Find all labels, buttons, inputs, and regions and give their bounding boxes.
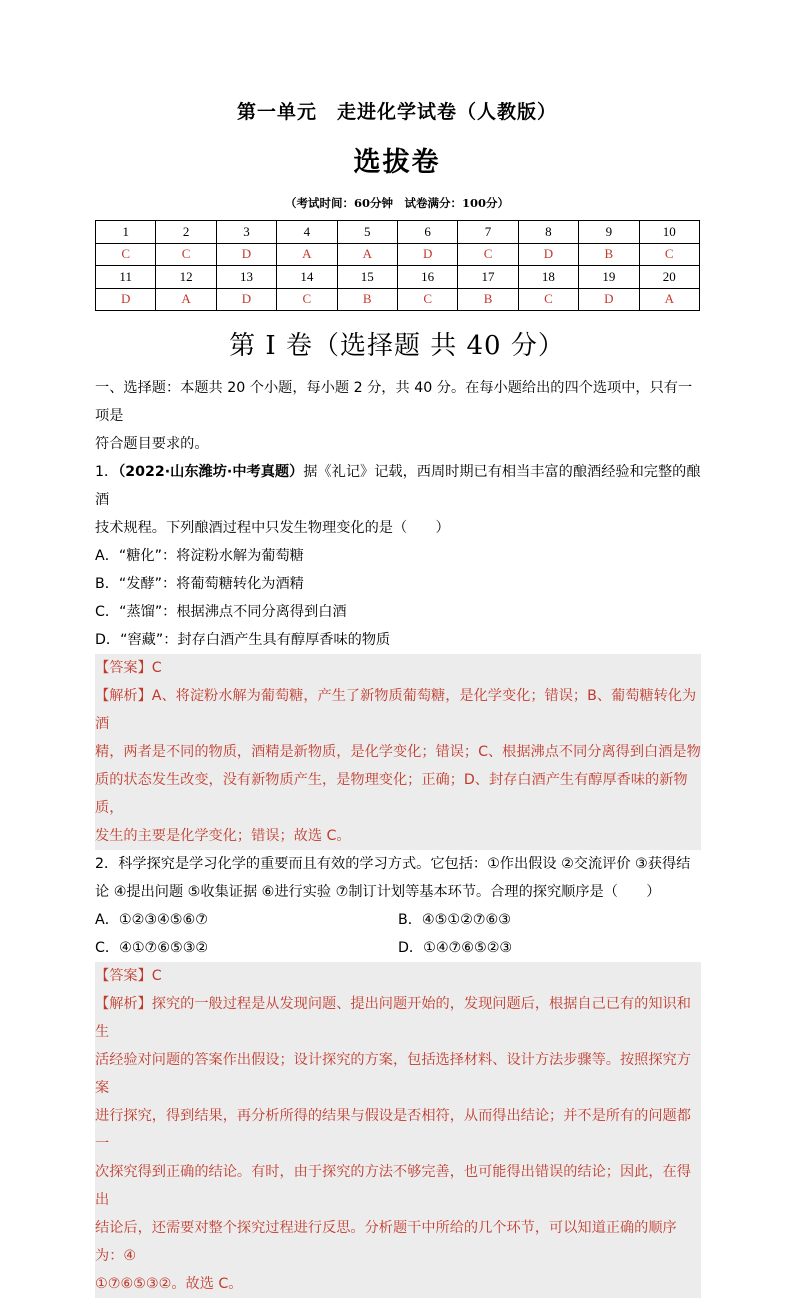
question-1-option-a: A．“糖化”：将淀粉水解为葡萄糖 [95,548,304,564]
table-cell: 10 [639,221,699,244]
analysis-line: 次探究得到正确的结论。有时，由于探究的方法不够完善，也可能得出错误的结论；因此，在得出 [95,1164,691,1208]
question-stem-text: 据《礼记》记载，西周时期已有相当丰富的酿酒经验和完整的酿酒 [95,464,701,508]
table-cell: C [96,243,156,266]
table-cell: A [156,288,216,311]
table-cell: C [639,243,699,266]
table-cell: C [156,243,216,266]
table-row [96,243,700,266]
analysis-line: 活经验对问题的答案作出假设；设计探究的方案，包括选择材料、设计方法步骤等。按照探究方案 [95,1052,691,1096]
table-cell: D [518,243,578,266]
exam-content [95,374,701,1298]
analysis-line: 发生的主要是化学变化；错误；故选 C。 [95,828,351,844]
section-title: 第 I 卷（选择题 共 40 分） [229,331,565,361]
analysis-line: 【解析】探究的一般过程是从发现问题、提出问题开始的，发现问题后，根据自己已有的知识和生 [95,996,691,1040]
analysis-line: 结论后，还需要对整个探究过程进行反思。分析题干中所给的几个环节，可以知道正确的顺序为：④ [95,1220,677,1264]
analysis-line: 进行探究，得到结果，再分析所得的结果与假设是否相符，从而得出结论；并不是所有的问题都一 [95,1108,691,1152]
analysis-line: ①⑦⑥⑤③②。故选 C。 [95,1276,243,1292]
table-row [96,266,700,289]
table-cell: D [216,288,276,311]
table-cell: D [579,288,639,311]
exam-time-info: （考试时间：60分钟 试卷满分：100分） [284,196,509,210]
answer-key-table [95,220,700,311]
table-cell: 3 [216,221,276,244]
table-cell: 13 [216,266,276,289]
table-cell: B [579,243,639,266]
question-1-solution [95,654,701,850]
table-cell: 7 [458,221,518,244]
instructions-line: 符合题目要求的。 [95,436,209,452]
table-cell: 12 [156,266,216,289]
question-1-option-b: B．“发酵”：将葡萄糖转化为酒精 [95,576,304,592]
page-title: 第一单元 走进化学试卷（人教版） [236,101,557,123]
table-cell: C [277,288,337,311]
table-row [96,221,700,244]
table-cell: C [458,243,518,266]
table-cell: 4 [277,221,337,244]
table-cell: 5 [337,221,397,244]
answer-line: 【答案】C [95,968,162,984]
question-2-stem: 2．科学探究是学习化学的重要而且有效的学习方式。它包括：①作出假设 ②交流评价 ③获得结 [95,856,691,872]
table-cell: B [337,288,397,311]
table-cell: 8 [518,221,578,244]
question-2-options-row [95,934,701,962]
question-2-stem-cont: 论 ④提出问题 ⑤收集证据 ⑥进行实验 ⑦制订计划等基本环节。合理的探究顺序是（ ） [95,884,661,900]
table-cell: 19 [579,266,639,289]
table-cell: 1 [96,221,156,244]
table-cell: 17 [458,266,518,289]
table-cell: 2 [156,221,216,244]
table-cell: 6 [397,221,457,244]
table-cell: B [458,288,518,311]
table-cell: 9 [579,221,639,244]
question-1-option-d: D．“窖藏”：封存白酒产生具有醇厚香味的物质 [95,632,391,648]
table-row [96,288,700,311]
question-2-solution [95,962,701,1298]
instructions-line: 一、选择题：本题共 20 个小题，每小题 2 分，共 40 分。在每小题给出的四个选项中，只有一项是 [95,380,693,424]
table-cell: D [216,243,276,266]
question-1-stem [95,458,701,514]
analysis-line: 【解析】A、将淀粉水解为葡萄糖，产生了新物质葡萄糖，是化学变化；错误；B、葡萄糖转化为酒 [95,688,697,732]
table-cell: 11 [96,266,156,289]
question-2-option-c: C．④①⑦⑥⑤③② [95,940,209,956]
table-cell: A [277,243,337,266]
table-cell: A [639,288,699,311]
table-cell: 15 [337,266,397,289]
table-cell: 18 [518,266,578,289]
answer-line: 【答案】C [95,660,162,676]
question-2-option-d: D．①④⑦⑥⑤②③ [398,940,513,956]
question-2-option-b: B．④⑤①②⑦⑥③ [398,912,511,928]
question-1-stem-cont: 技术规程。下列酿酒过程中只发生物理变化的是（ ） [95,520,450,536]
question-2-options-row [95,906,701,934]
table-cell: A [337,243,397,266]
analysis-line: 精，两者是不同的物质，酒精是新物质，是化学变化；错误；C、根据沸点不同分离得到白酒是物 [95,744,701,760]
page-subtitle: 选拔卷 [353,147,441,178]
table-cell: D [397,243,457,266]
question-number: 1． [95,464,119,480]
analysis-line: 质的状态发生改变，没有新物质产生，是物理变化；正确；D、封存白酒产生有醇厚香味的新物质， [95,772,688,816]
table-cell: C [518,288,578,311]
table-cell: D [96,288,156,311]
question-2-option-a: A．①②③④⑤⑥⑦ [95,912,208,928]
table-cell: 14 [277,266,337,289]
table-cell: 16 [397,266,457,289]
question-1-option-c: C．“蒸馏”：根据沸点不同分离得到白酒 [95,604,347,620]
table-cell: C [397,288,457,311]
question-source: （2022·山东潍坊·中考真题） [118,464,304,480]
table-cell: 20 [639,266,699,289]
